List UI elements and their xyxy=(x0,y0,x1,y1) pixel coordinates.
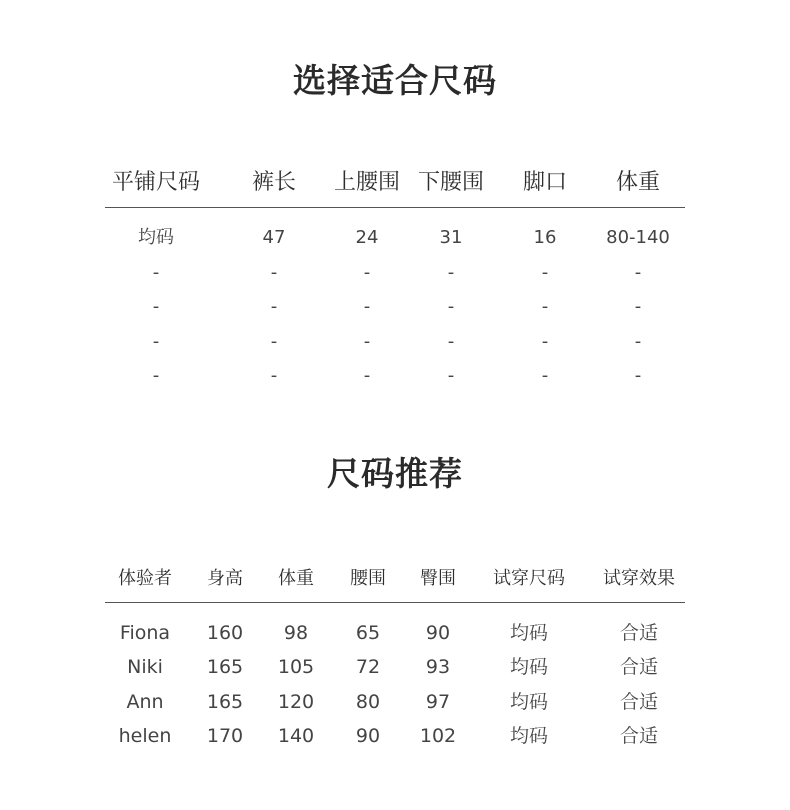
table-cell: 80-140 xyxy=(606,227,670,248)
table-cell: 98 xyxy=(283,622,309,644)
table-cell: 102 xyxy=(419,725,457,747)
header-divider xyxy=(105,602,685,603)
column-header: 裤长 xyxy=(251,170,297,195)
table-cell: 120 xyxy=(277,691,315,713)
table-cell: Ann xyxy=(126,691,164,713)
table-cell: 47 xyxy=(262,227,286,248)
table-cell: 均码 xyxy=(509,622,549,644)
size-recommendation-title: 尺码推荐 xyxy=(327,454,463,493)
column-header: 体重 xyxy=(278,568,314,589)
table-cell: - xyxy=(363,296,371,317)
column-header: 身高 xyxy=(207,568,243,589)
column-header: 体重 xyxy=(615,170,661,195)
table-cell: - xyxy=(541,262,549,283)
column-header: 脚口 xyxy=(522,170,568,195)
table-cell: - xyxy=(634,262,642,283)
table-cell: 140 xyxy=(277,725,315,747)
table-cell: - xyxy=(447,262,455,283)
table-cell: 65 xyxy=(355,622,381,644)
table-cell: - xyxy=(447,296,455,317)
table-cell: 93 xyxy=(425,656,451,678)
table-cell: - xyxy=(447,331,455,352)
table-cell: 均码 xyxy=(509,725,549,747)
table-cell: - xyxy=(541,331,549,352)
table-cell: 24 xyxy=(355,227,379,248)
column-header: 上腰围 xyxy=(333,170,401,195)
table-cell: 均码 xyxy=(138,227,174,248)
table-cell: 160 xyxy=(206,622,244,644)
table-cell: helen xyxy=(118,725,172,747)
column-header: 试穿尺码 xyxy=(493,568,565,589)
table-cell: 165 xyxy=(206,691,244,713)
table-cell: - xyxy=(270,365,278,386)
size-recommendation-table xyxy=(105,0,685,810)
table-cell: - xyxy=(152,262,160,283)
table-cell: 16 xyxy=(533,227,557,248)
table-cell: - xyxy=(270,331,278,352)
column-header: 臀围 xyxy=(420,568,456,589)
table-cell: - xyxy=(152,331,160,352)
column-header: 腰围 xyxy=(350,568,386,589)
size-chart-title: 选择适合尺码 xyxy=(293,61,497,100)
table-cell: 90 xyxy=(355,725,381,747)
column-header: 体验者 xyxy=(118,568,172,589)
table-cell: 72 xyxy=(355,656,381,678)
table-cell: - xyxy=(541,365,549,386)
table-cell: 合适 xyxy=(619,656,659,678)
table-cell: - xyxy=(447,365,455,386)
table-cell: - xyxy=(363,262,371,283)
table-cell: 90 xyxy=(425,622,451,644)
table-cell: 合适 xyxy=(619,622,659,644)
table-cell: 165 xyxy=(206,656,244,678)
table-cell: - xyxy=(634,365,642,386)
table-cell: - xyxy=(270,296,278,317)
table-cell: 合适 xyxy=(619,691,659,713)
table-cell: Niki xyxy=(127,656,163,678)
table-cell: - xyxy=(152,365,160,386)
table-cell: - xyxy=(634,331,642,352)
table-cell: - xyxy=(152,296,160,317)
table-cell: Fiona xyxy=(119,622,171,644)
table-cell: 105 xyxy=(277,656,315,678)
column-header: 试穿效果 xyxy=(603,568,675,589)
table-cell: 80 xyxy=(355,691,381,713)
table-cell: 31 xyxy=(439,227,463,248)
table-cell: 均码 xyxy=(509,656,549,678)
column-header: 平铺尺码 xyxy=(111,170,201,195)
table-cell: 170 xyxy=(206,725,244,747)
table-cell: - xyxy=(634,296,642,317)
column-header: 下腰围 xyxy=(417,170,485,195)
table-cell: 合适 xyxy=(619,725,659,747)
table-cell: - xyxy=(270,262,278,283)
table-cell: 均码 xyxy=(509,691,549,713)
table-cell: - xyxy=(363,365,371,386)
table-cell: - xyxy=(541,296,549,317)
table-cell: - xyxy=(363,331,371,352)
table-cell: 97 xyxy=(425,691,451,713)
